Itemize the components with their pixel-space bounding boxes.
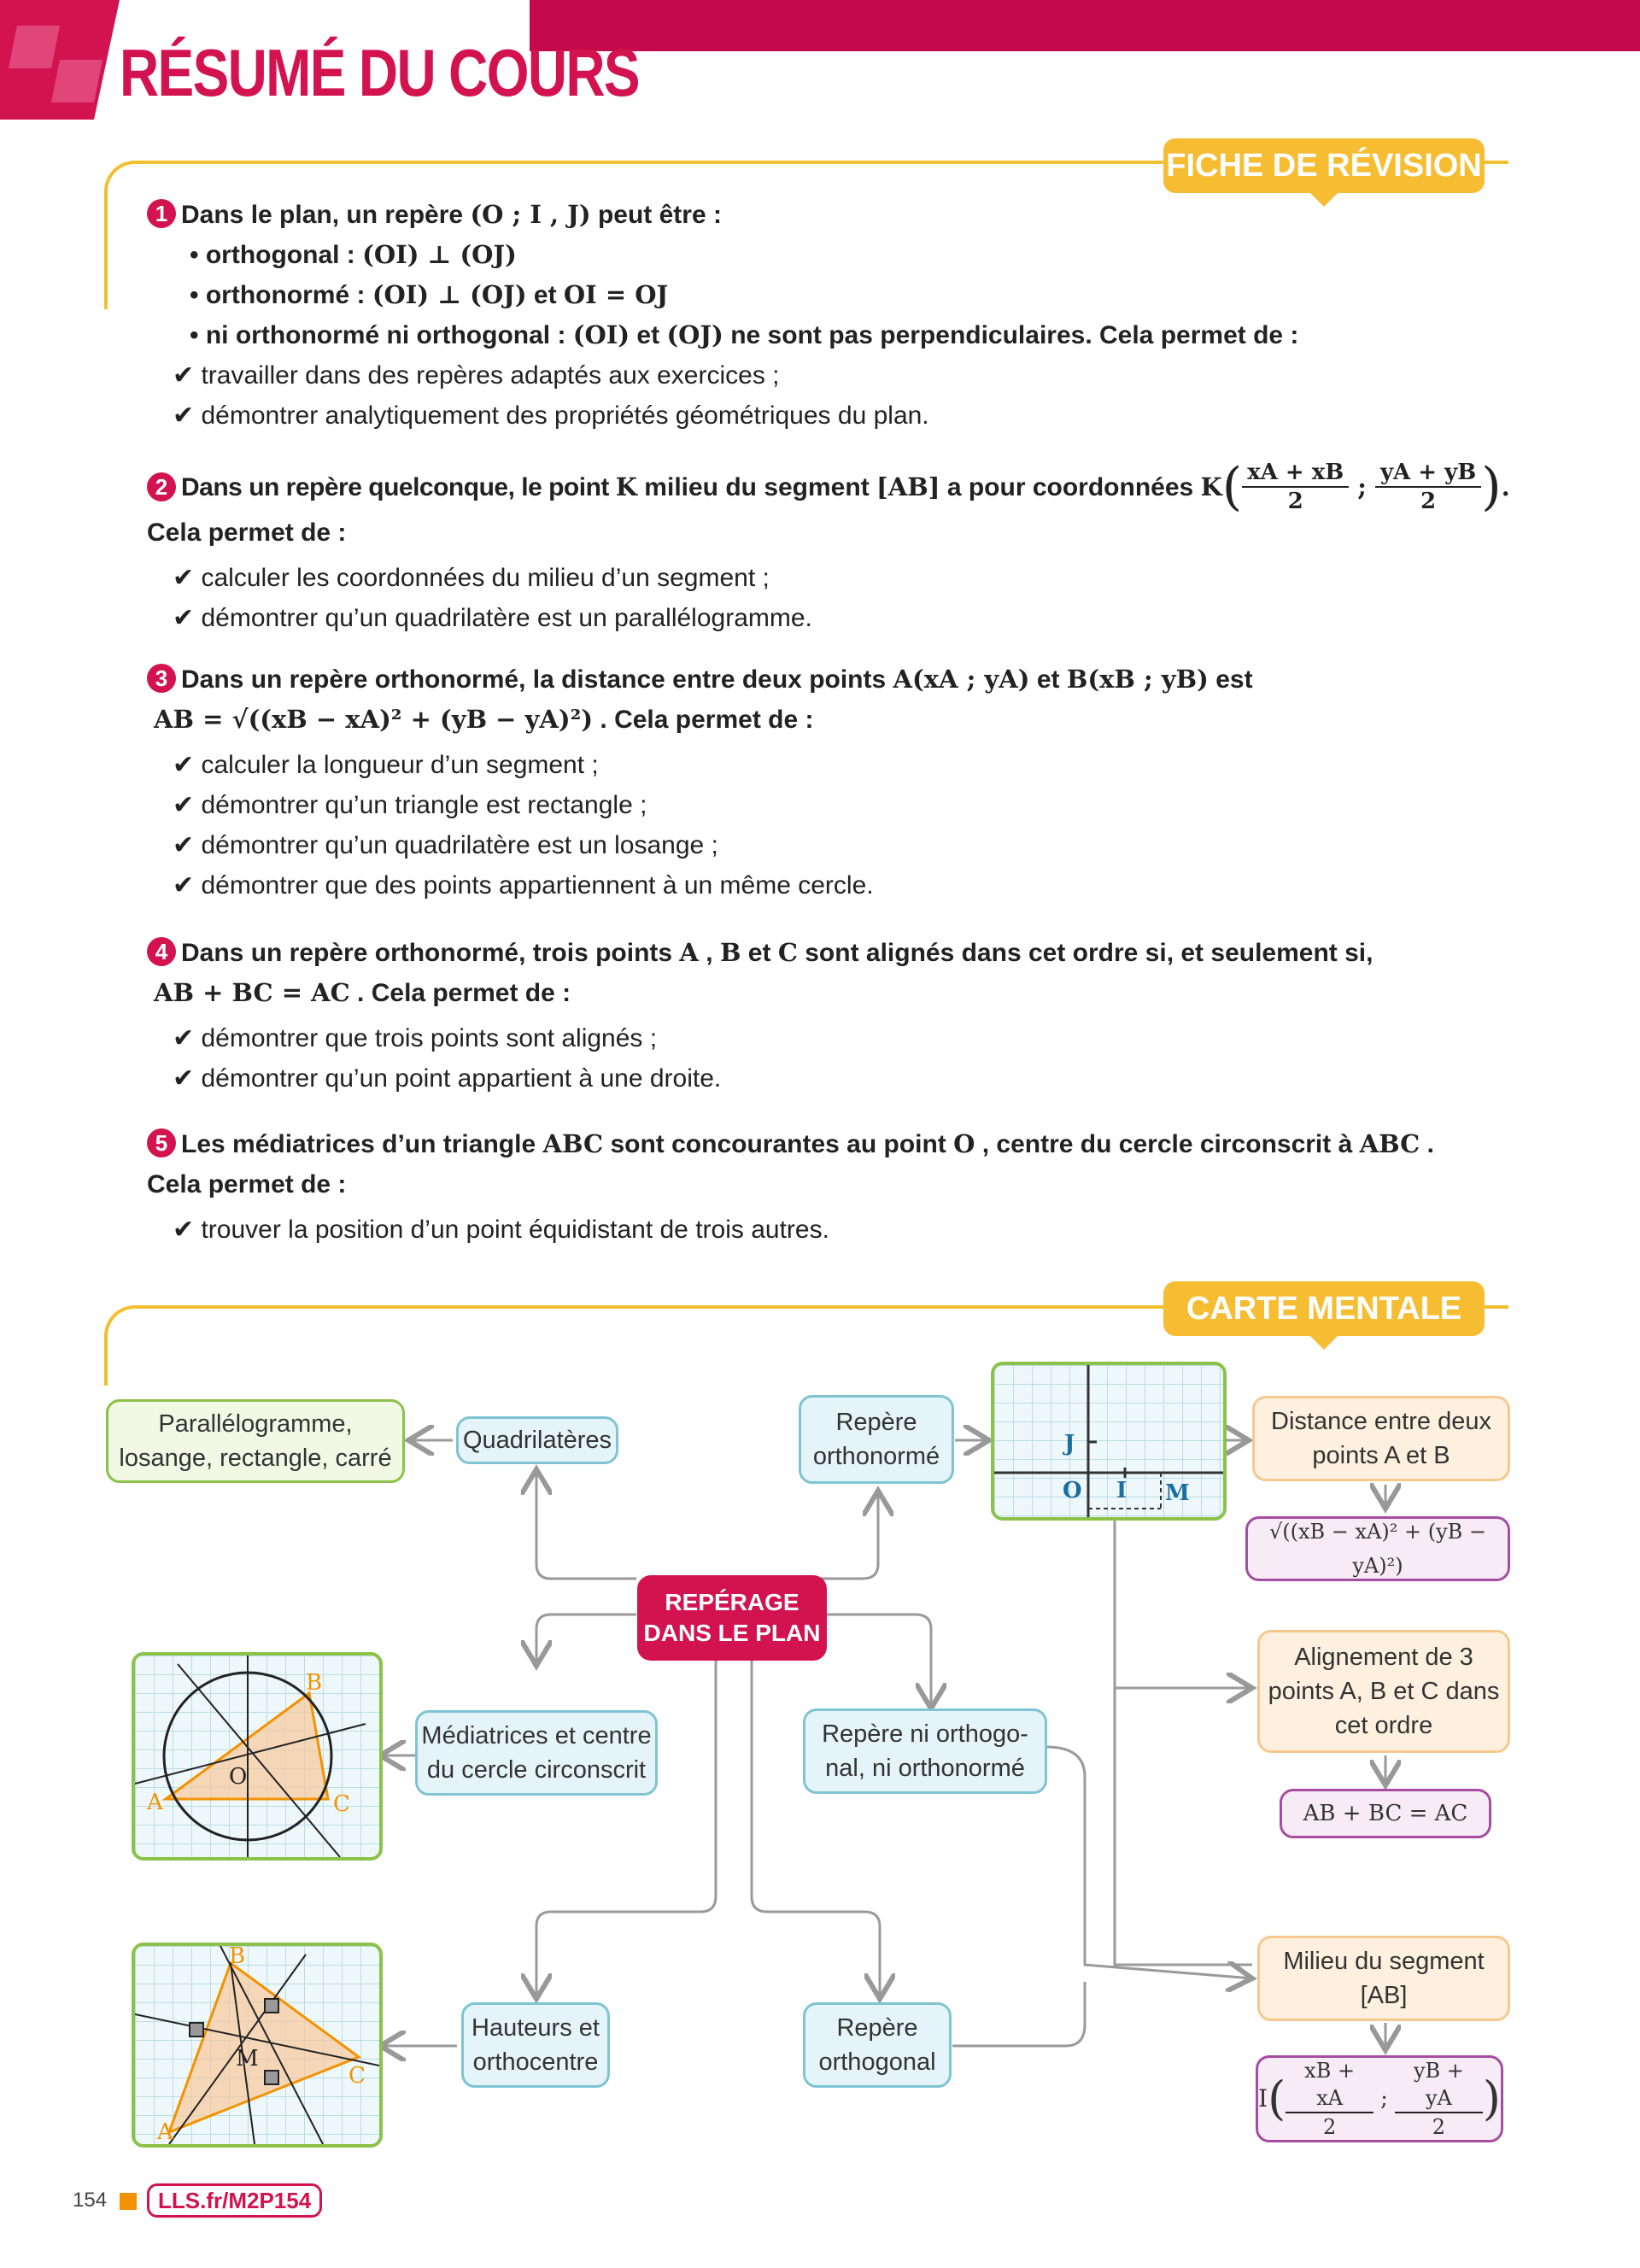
fraction-x <box>1286 2057 1374 2141</box>
section-number: 1 <box>147 199 176 228</box>
node-quadrilateres <box>456 1416 618 1464</box>
text: Dans un repère quelconque, le point <box>181 472 616 501</box>
label-I: I <box>1116 1478 1128 1503</box>
math: ABC <box>1359 1129 1420 1158</box>
math: OI = OJ <box>563 280 669 309</box>
figure-mediatrices <box>132 1652 383 1861</box>
node-label: Parallélogramme, losange, rectangle, carré <box>119 1410 392 1472</box>
math: O <box>953 1129 975 1158</box>
text: , centre du cercle circonscrit à <box>975 1130 1360 1158</box>
check-item: ✔ trouver la position d’un point équidistant de trois autres. <box>173 1216 829 1244</box>
section-number: 3 <box>147 664 176 693</box>
check-item: ✔ démontrer qu’un quadrilatère est un losange ; <box>173 831 718 859</box>
numerator: yB + yA <box>1395 2057 1483 2113</box>
numerator: xB + xA <box>1286 2057 1374 2113</box>
text: et <box>526 281 564 309</box>
denominator: 2 <box>1287 489 1303 514</box>
figure-mediatrices-drawing <box>135 1656 379 1857</box>
node-label: Repère orthonormé <box>812 1409 940 1470</box>
node-label: Médiatrices et centre du cercle circonscrit <box>421 1722 652 1784</box>
fraction-y <box>1395 2057 1483 2141</box>
text: peut être : <box>590 201 722 229</box>
math: (OI) <box>572 320 630 349</box>
paren: ) <box>1482 2072 1501 2125</box>
figure-hauteurs-drawing <box>135 1946 379 2144</box>
node-repere-orthonorme <box>799 1395 954 1484</box>
node-label: Quadrilatères <box>462 1427 612 1454</box>
text: sont concourantes au point <box>603 1130 954 1158</box>
page-number: 154 <box>73 2189 108 2212</box>
label-A: A <box>147 1790 163 1815</box>
math: I <box>1258 2084 1268 2113</box>
text: Dans un repère orthonormé, trois points <box>181 939 680 967</box>
figure-hauteurs <box>132 1943 383 2148</box>
text: . Cela permet de : <box>349 979 571 1007</box>
math: A(xA ; yA) <box>893 665 1030 694</box>
node-alignement-formula <box>1280 1789 1491 1838</box>
carte-tab-label: CARTE MENTALE <box>1186 1291 1462 1327</box>
node-repere-orthogonal <box>803 2002 952 2088</box>
math: B(xB ; yB) <box>1066 665 1209 694</box>
footer-square <box>120 2193 137 2210</box>
node-label: √((xB − xA)² + (yB − yA)²) <box>1268 1520 1487 1578</box>
math: A <box>679 938 699 967</box>
check-item: ✔ calculer les coordonnées du milieu d’un segment ; <box>173 564 770 592</box>
node-label: AB + BC = AC <box>1303 1801 1468 1826</box>
figure-repere-drawing <box>994 1365 1223 1517</box>
check-item: ✔ démontrer qu’un triangle est rectangle ; <box>173 791 647 819</box>
check-item: ✔ démontrer analytiquement des propriétés géométriques du plan. <box>173 401 929 430</box>
math: (OI) ⊥ (OJ) <box>372 280 527 309</box>
math: AB + BC = AC <box>154 978 350 1007</box>
numerator: yA + yB <box>1375 459 1481 488</box>
paren: ) <box>1481 456 1502 517</box>
math: K <box>615 472 637 501</box>
text: • orthonormé : <box>190 281 372 309</box>
denominator: 2 <box>1322 2115 1337 2139</box>
text: est <box>1208 665 1253 694</box>
node-alignement <box>1257 1630 1510 1753</box>
fiche-tab-label: FICHE DE RÉVISION <box>1166 148 1482 184</box>
node-label: REPÉRAGE DANS LE PLAN <box>643 1589 821 1646</box>
denominator: 2 <box>1420 489 1437 514</box>
figure-repere <box>991 1362 1227 1521</box>
separator: ; <box>1380 2086 1388 2112</box>
text: • ni orthonormé ni orthogonal : <box>190 321 573 349</box>
label-M: M <box>1165 1480 1190 1506</box>
check-item: ✔ démontrer qu’un point appartient à une droite. <box>173 1064 722 1093</box>
label-J: J <box>1064 1431 1075 1456</box>
math: K <box>1200 472 1222 501</box>
text: sont alignés dans cet ordre si, et seulement si, <box>797 939 1374 967</box>
node-milieu-formula <box>1256 2055 1503 2142</box>
node-label: Hauteurs et orthocentre <box>472 2014 600 2076</box>
text: et <box>1029 665 1067 694</box>
text: Cela permet de : <box>147 1170 347 1198</box>
text: et <box>741 939 778 967</box>
node-distance <box>1252 1396 1510 1481</box>
math: (OJ) <box>666 320 723 349</box>
section-number: 2 <box>147 472 176 501</box>
node-label: Repère ni orthogo-nal, ni orthonormé <box>822 1720 1028 1782</box>
section-number: 5 <box>147 1128 176 1157</box>
paren: ( <box>1268 2072 1286 2125</box>
footer-link[interactable]: LLS.fr/M2P154 <box>147 2183 322 2218</box>
denominator: 2 <box>1432 2115 1446 2139</box>
node-milieu <box>1257 1936 1510 2021</box>
text: • orthogonal : <box>190 241 363 269</box>
label-O: O <box>1063 1478 1082 1503</box>
node-hauteurs <box>461 2002 610 2088</box>
node-mediatrices <box>415 1710 658 1796</box>
check-item: ✔ démontrer que des points appartiennent à un même cercle. <box>173 871 874 900</box>
text: ne sont pas perpendiculaires. Cela permet de : <box>723 321 1299 349</box>
text: Dans le plan, un repère <box>181 201 471 229</box>
math: (O ; I , J) <box>470 200 591 229</box>
text: et <box>630 321 667 349</box>
math: (OI) ⊥ (OJ) <box>362 240 517 269</box>
node-ni-orthonorme <box>803 1708 1047 1794</box>
node-label: Milieu du segment [AB] <box>1283 1948 1485 2009</box>
label-M: M <box>236 2046 259 2072</box>
math: ABC <box>542 1129 604 1158</box>
node-parallelogramme <box>106 1399 405 1483</box>
text: milieu du segment <box>636 472 877 501</box>
text: , <box>698 939 720 967</box>
text: . Cela permet de : <box>593 706 814 734</box>
label-B: B <box>306 1670 323 1696</box>
label-B: B <box>229 1946 246 1969</box>
node-center[interactable] <box>637 1575 827 1661</box>
check-item: ✔ démontrer qu’un quadrilatère est un parallélogramme. <box>173 604 812 632</box>
text: Les médiatrices d’un triangle <box>181 1130 543 1158</box>
node-label: Distance entre deux points A et B <box>1271 1408 1491 1469</box>
math: AB = √((xB − xA)² + (yB − yA)²) <box>154 705 594 734</box>
label-O: O <box>229 1764 248 1790</box>
math: [AB] <box>876 472 940 501</box>
paren: ( <box>1221 456 1243 517</box>
check-item: ✔ démontrer que trois points sont alignés ; <box>173 1024 658 1052</box>
numerator: xA + xB <box>1242 459 1349 488</box>
section-number: 4 <box>147 937 176 966</box>
text: Dans un repère orthonormé, la distance entre deux points <box>181 665 893 694</box>
math: C <box>777 938 798 967</box>
check-item: ✔ travailler dans des repères adaptés aux exercices ; <box>173 361 780 390</box>
text: . <box>1501 472 1510 501</box>
label-C: C <box>348 2063 366 2089</box>
node-distance-formula <box>1245 1516 1510 1581</box>
node-label: Alignement de 3 points A, B et C dans cet ordre <box>1268 1644 1500 1739</box>
check-item: ✔ calculer la longueur d’un segment ; <box>173 751 599 779</box>
label-C: C <box>333 1791 350 1817</box>
separator: ; <box>1357 472 1367 501</box>
math: B <box>719 938 741 967</box>
node-label: Repère orthogonal <box>818 2014 936 2076</box>
label-A: A <box>157 2119 173 2144</box>
page-title: RÉSUMÉ DU COURS <box>120 35 639 110</box>
text: a pour coordonnées <box>940 472 1201 501</box>
text: . <box>1420 1130 1434 1158</box>
text: Cela permet de : <box>147 519 347 547</box>
